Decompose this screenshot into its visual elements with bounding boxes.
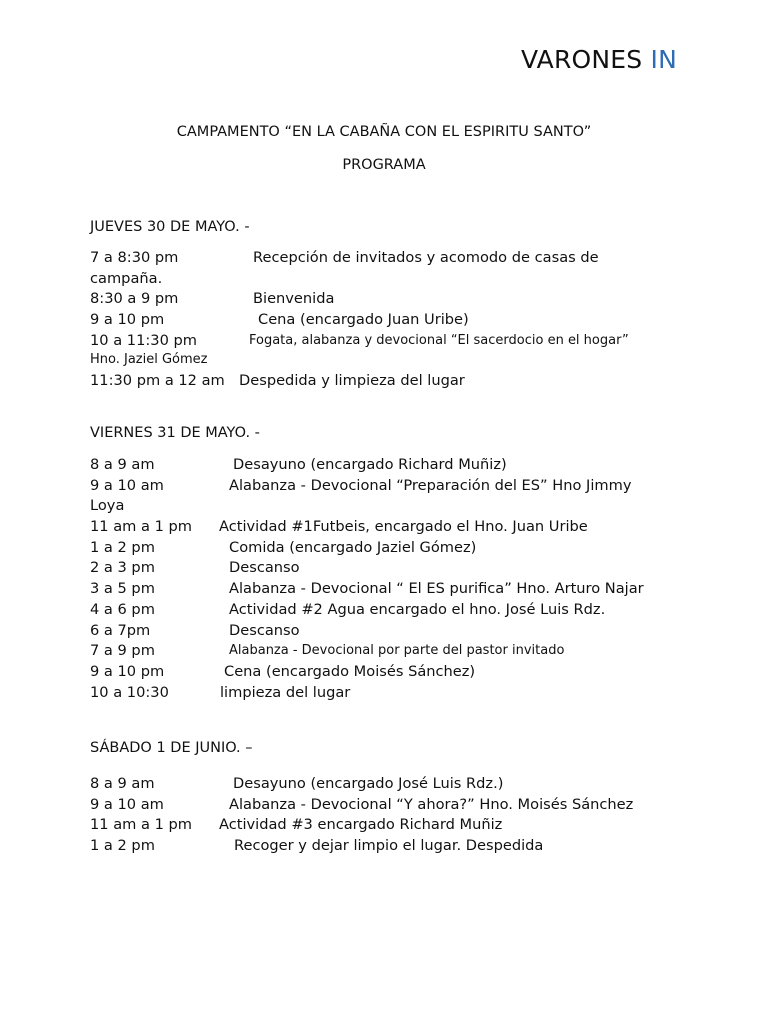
schedule-row <box>90 372 680 393</box>
schedule-row <box>90 816 680 837</box>
schedule-row <box>90 642 680 663</box>
schedule-activity: Descanso <box>229 559 300 577</box>
brand-word-varones: VARONES <box>520 45 643 74</box>
schedule-jueves <box>90 249 680 393</box>
schedule-activity: Alabanza - Devocional por parte del pastor invitado <box>229 643 565 659</box>
schedule-time: 9 a 10 pm <box>90 662 165 680</box>
schedule-activity: Descanso <box>229 621 300 639</box>
schedule-row <box>90 518 680 539</box>
schedule-activity: Bienvenida <box>253 290 335 308</box>
schedule-row <box>90 775 680 796</box>
schedule-activity: Cena (encargado Juan Uribe) <box>258 311 469 329</box>
schedule-activity: Desayuno (encargado José Luis Rdz.) <box>233 775 504 792</box>
schedule-time: 6 a 7pm <box>90 621 151 639</box>
schedule-activity: Actividad #1Futbeis, encargado el Hno. Juan Uribe <box>219 518 588 536</box>
schedule-row <box>90 539 680 560</box>
schedule-activity: limpieza del lugar <box>220 683 351 701</box>
schedule-activity: Cena (encargado Moisés Sánchez) <box>224 662 476 680</box>
schedule-row <box>90 684 680 705</box>
schedule-row <box>90 456 680 477</box>
day-heading-viernes: VIERNES 31 DE MAYO. - <box>90 425 260 441</box>
schedule-time: 1 a 2 pm <box>90 837 155 855</box>
schedule-time: 10 a 10:30 <box>90 683 169 701</box>
schedule-activity: Actividad #3 encargado Richard Muñiz <box>219 816 503 834</box>
schedule-viernes <box>90 456 680 704</box>
schedule-row <box>90 837 680 858</box>
schedule-row <box>90 249 680 270</box>
schedule-row <box>90 477 680 498</box>
schedule-activity: Despedida y limpieza del lugar <box>239 372 465 390</box>
schedule-time: 3 a 5 pm <box>90 580 155 598</box>
schedule-row <box>90 663 680 684</box>
brand-logo <box>521 45 677 74</box>
document-title: CAMPAMENTO “EN LA CABAÑA CON EL ESPIRITU SANTO” <box>176 124 592 140</box>
schedule-activity: Recoger y dejar limpio el lugar. Despedida <box>234 837 544 855</box>
brand-word-in: IN <box>650 45 677 74</box>
schedule-activity: Comida (encargado Jaziel Gómez) <box>229 538 477 556</box>
schedule-sabado <box>90 775 680 858</box>
schedule-time: 8 a 9 am <box>90 456 155 473</box>
schedule-row <box>90 622 680 643</box>
schedule-activity: Recepción de invitados y acomodo de casas de <box>253 249 599 266</box>
schedule-activity-continuation: Loya <box>90 497 125 515</box>
schedule-row <box>90 580 680 601</box>
schedule-activity: Alabanza - Devocional “ El ES purifica” Hno. Arturo Najar <box>229 580 644 598</box>
schedule-activity: Alabanza - Devocional “Y ahora?” Hno. Moisés Sánchez <box>229 795 634 813</box>
schedule-activity-continuation: campaña. <box>90 269 163 287</box>
schedule-time: 8:30 a 9 pm <box>90 290 179 308</box>
schedule-time: 10 a 11:30 pm <box>90 331 197 349</box>
day-heading-jueves: JUEVES 30 DE MAYO. - <box>90 219 250 235</box>
schedule-time: 11 am a 1 pm <box>90 518 192 536</box>
schedule-row <box>90 332 680 353</box>
schedule-activity: Fogata, alabanza y devocional “El sacerdocio en el hogar” <box>249 332 629 348</box>
schedule-time: 9 a 10 am <box>90 476 164 494</box>
document-subtitle: PROGRAMA <box>342 157 426 173</box>
schedule-time: 8 a 9 am <box>90 775 155 792</box>
schedule-time: 7 a 9 pm <box>90 642 155 660</box>
schedule-time: 9 a 10 am <box>90 795 164 813</box>
schedule-time: 4 a 6 pm <box>90 600 155 618</box>
schedule-row <box>90 559 680 580</box>
schedule-time: 11 am a 1 pm <box>90 816 192 834</box>
schedule-time: 2 a 3 pm <box>90 559 155 577</box>
schedule-time: 9 a 10 pm <box>90 311 165 329</box>
schedule-activity-continuation: Hno. Jaziel Gómez <box>90 352 208 368</box>
schedule-activity: Actividad #2 Agua encargado el hno. José Luis Rdz. <box>229 600 606 618</box>
schedule-time: 1 a 2 pm <box>90 538 155 556</box>
schedule-row <box>90 796 680 817</box>
day-heading-sabado: SÁBADO 1 DE JUNIO. – <box>90 740 253 756</box>
schedule-row <box>90 601 680 622</box>
schedule-activity: Desayuno (encargado Richard Muñiz) <box>233 456 507 473</box>
schedule-row <box>90 311 680 332</box>
schedule-time: 11:30 pm a 12 am <box>90 372 225 390</box>
schedule-time: 7 a 8:30 pm <box>90 249 179 266</box>
schedule-activity: Alabanza - Devocional “Preparación del ES” Hno Jimmy <box>229 476 632 494</box>
schedule-row <box>90 290 680 311</box>
